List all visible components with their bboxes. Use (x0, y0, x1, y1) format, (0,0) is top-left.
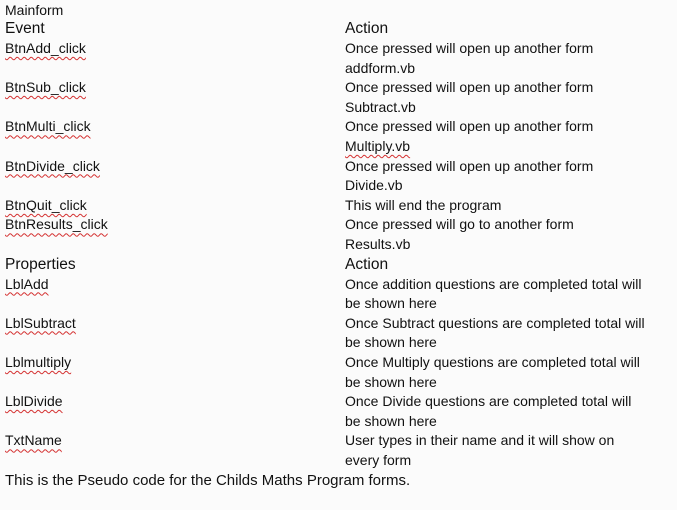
property-name: LblSubtract (5, 314, 76, 331)
event-name: BtnAdd_click (5, 40, 86, 56)
document (5, 2, 673, 491)
event-row (5, 215, 673, 254)
properties-header-left: Properties (5, 255, 76, 273)
event-action-line1: Once pressed will open up another form (345, 79, 594, 96)
event-action-line1: This will end the program (345, 196, 502, 213)
event-action-line2: Subtract.vb (345, 98, 416, 115)
properties-header (5, 255, 673, 275)
property-action-line2: every form (345, 451, 412, 468)
property-action-line2: be shown here (345, 412, 437, 429)
event-row (5, 117, 673, 156)
property-name: LblDivide (5, 393, 63, 410)
property-action-line1: Once addition questions are completed total will (345, 275, 642, 292)
property-action-line2: be shown here (345, 295, 437, 312)
property-action-line1: User types in their name and it will show on (345, 432, 615, 449)
property-action-line1: Once Divide questions are completed total will (345, 393, 632, 410)
event-row (5, 78, 673, 117)
event-row (5, 196, 673, 216)
property-action-line1: Once Subtract questions are completed total will (345, 314, 645, 331)
event-action-line1: Once pressed will open up another form (345, 118, 594, 135)
property-row (5, 431, 673, 470)
property-action-line1: Once Multiply questions are completed total will (345, 353, 640, 370)
events-header (5, 19, 673, 39)
event-name: BtnDivide_click (5, 157, 100, 174)
property-action-line2: be shown here (345, 334, 437, 351)
event-action-line2: Results.vb (345, 235, 411, 252)
event-action-line1: Once pressed will open up another form (345, 157, 594, 174)
document-title: Mainform (5, 2, 64, 18)
properties-header-right: Action (345, 255, 389, 273)
event-row (5, 39, 673, 78)
property-row (5, 314, 673, 353)
property-name: TxtName (5, 432, 62, 449)
property-name: Lblmultiply (5, 353, 72, 370)
event-action-line1: Once pressed will go to another form (345, 216, 574, 233)
event-name: BtnQuit_click (5, 196, 87, 213)
events-header-left: Event (5, 20, 45, 37)
event-name: BtnSub_click (5, 79, 86, 96)
event-name: BtnMulti_click (5, 118, 91, 135)
caption: This is the Pseudo code for the Childs Maths Program forms. (5, 472, 411, 490)
property-row (5, 275, 673, 314)
event-row (5, 157, 673, 196)
event-action-line1: Once pressed will open up another form (345, 40, 594, 56)
property-action-line2: be shown here (345, 373, 437, 390)
event-action-line2: Multiply.vb (345, 137, 411, 154)
event-action-line2: addform.vb (345, 59, 416, 76)
property-name: LblAdd (5, 275, 49, 292)
events-header-right: Action (345, 20, 389, 37)
property-row (5, 392, 673, 431)
property-row (5, 353, 673, 392)
event-action-line2: Divide.vb (345, 177, 403, 194)
event-name: BtnResults_click (5, 216, 108, 233)
